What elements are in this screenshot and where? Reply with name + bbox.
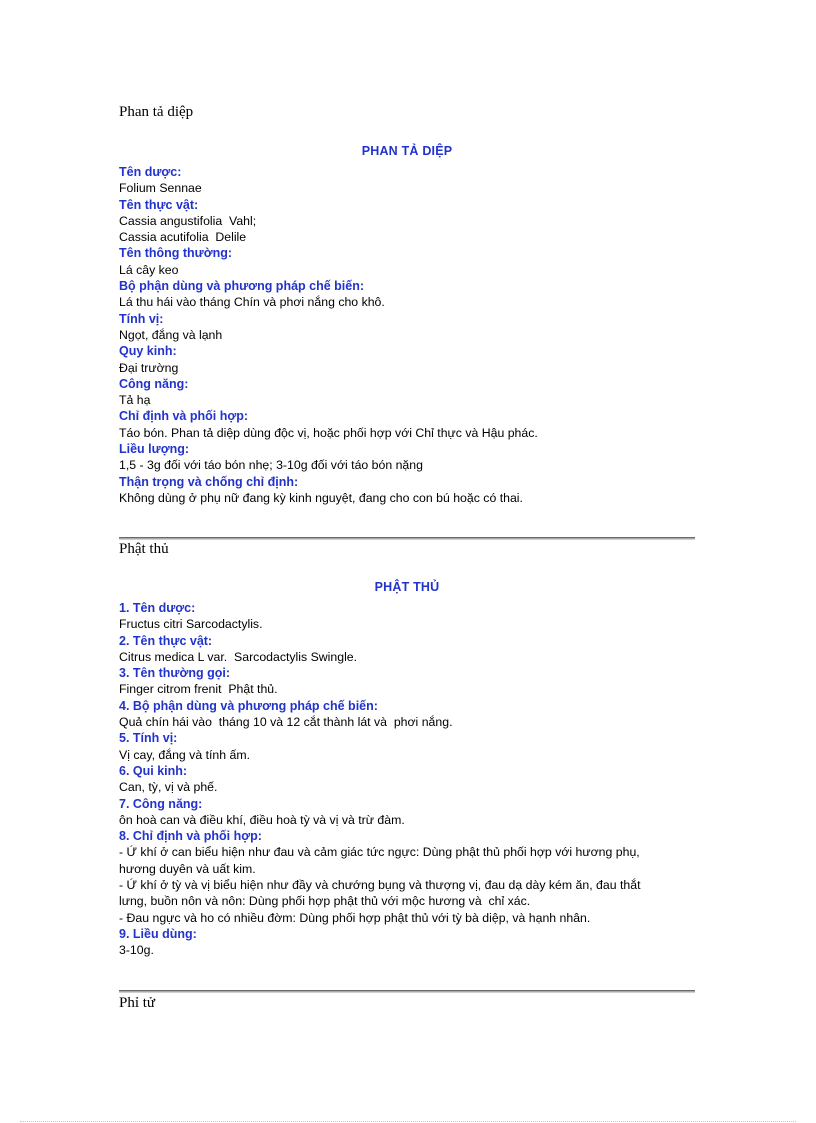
entry xyxy=(119,763,699,796)
entry-label: 9. Liều dùng: xyxy=(119,926,197,941)
page-heading-phan-ta-diep: Phan tả diệp xyxy=(119,104,194,120)
entry xyxy=(119,698,699,731)
monograph-phat-thu xyxy=(119,580,699,959)
entry-text: Lá thu hái vào tháng Chín và phơi nắng cho khô. xyxy=(119,295,385,310)
entry xyxy=(119,441,699,474)
entry xyxy=(119,926,699,959)
entry-text: Táo bón. Phan tả diệp dùng độc vị, hoặc phối hợp với Chỉ thực và Hậu phác. xyxy=(119,425,538,440)
entry xyxy=(119,474,699,507)
entry-label: Chỉ định và phối hợp: xyxy=(119,409,249,424)
entry-text: 1,5 - 3g đối với táo bón nhẹ; 3-10g đối với táo bón nặng xyxy=(119,458,423,473)
horizontal-rule xyxy=(119,990,695,993)
monograph-title: PHAN TẢ DIỆP xyxy=(361,144,453,158)
page-heading-phi-tu: Phỉ tử xyxy=(119,995,156,1011)
page-heading-phat-thu: Phật thủ xyxy=(119,541,169,557)
entry-text: Ngọt, đắng và lạnh xyxy=(119,327,223,342)
horizontal-rule xyxy=(119,537,695,540)
entry-label: Thận trọng và chống chỉ định: xyxy=(119,474,299,489)
entry-label: Tính vị: xyxy=(119,311,164,326)
page-bottom-border xyxy=(20,1121,796,1122)
entry xyxy=(119,376,699,409)
entry-label: Bộ phận dùng và phương pháp chế biến: xyxy=(119,279,365,294)
entry xyxy=(119,197,699,246)
entry-text: Đại trường xyxy=(119,360,179,375)
entry xyxy=(119,408,699,441)
entry xyxy=(119,600,699,633)
entry-label: 8. Chỉ định và phối hợp: xyxy=(119,829,262,844)
entry-label: Liều lượng: xyxy=(119,442,190,457)
entry xyxy=(119,164,699,197)
entry-text: - Ứ khí ở can biểu hiện như đau và cảm giác tức ngực: Dùng phật thủ phối hợp với hương phụ, hương duyên và uất kim. - Ứ khí ở tỳ và vị biểu hiện như đầy và chướng bụng và thượng vị, đau dạ dày kém ăn, đau thắt lưng, buồn nôn và nôn: Dùng phối hợp phật thủ với mộc hương và chỉ xác. - Đau ngực và ho có nhiều đờm: Dùng phối hợp phật thủ với tỳ bà diệp, và hạnh nhân. xyxy=(119,845,641,925)
entry xyxy=(119,633,699,666)
entry xyxy=(119,278,699,311)
monograph-phan-ta-diep xyxy=(119,144,699,506)
entry-label: Tên thông thường: xyxy=(119,246,233,261)
entry-text: Citrus medica L var. Sarcodactylis Swingle. xyxy=(119,649,358,664)
entry xyxy=(119,730,699,763)
entry xyxy=(119,828,699,926)
entry xyxy=(119,665,699,698)
entry-label: 2. Tên thực vật: xyxy=(119,633,213,648)
entry-text: ôn hoà can và điều khí, điều hoà tỳ và vị và trừ đàm. xyxy=(119,812,405,827)
entry-label: 4. Bộ phận dùng và phương pháp chế biến: xyxy=(119,698,378,713)
entry-text: Fructus citri Sarcodactylis. xyxy=(119,617,263,632)
entry-text: Can, tỳ, vị và phế. xyxy=(119,780,218,795)
entry-text: 3-10g. xyxy=(119,943,154,958)
entry-label: Tên thực vật: xyxy=(119,197,199,212)
entry-text: Cassia angustifolia Vahl; Cassia acutifolia Delile xyxy=(119,213,257,245)
entry-label: 3. Tên thường gọi: xyxy=(119,666,230,681)
entry-label: 6. Qui kinh: xyxy=(119,763,188,778)
entry-label: 1. Tên dược: xyxy=(119,601,196,615)
entry-label: 5. Tính vị: xyxy=(119,731,178,746)
entry-text: Quả chín hái vào tháng 10 và 12 cắt thành lát và phơi nắng. xyxy=(119,715,453,730)
entry-label: Quy kinh: xyxy=(119,344,177,359)
entry xyxy=(119,343,699,376)
entry-text: Tả hạ xyxy=(119,393,151,408)
entry xyxy=(119,245,699,278)
entry xyxy=(119,796,699,829)
entry-text: Finger citrom frenit Phật thủ. xyxy=(119,682,278,697)
entry-label: Tên dược: xyxy=(119,165,182,179)
entry-text: Vị cay, đắng và tính ấm. xyxy=(119,747,251,762)
monograph-title: PHẬT THỦ xyxy=(374,580,440,594)
entry-label: 7. Công năng: xyxy=(119,796,203,811)
entry-text: Lá cây keo xyxy=(119,262,179,277)
entry-text: Không dùng ở phụ nữ đang kỳ kinh nguyệt, đang cho con bú hoặc có thai. xyxy=(119,490,523,505)
entry-label: Công năng: xyxy=(119,376,189,391)
entry xyxy=(119,311,699,344)
entry-text: Folium Sennae xyxy=(119,181,202,196)
